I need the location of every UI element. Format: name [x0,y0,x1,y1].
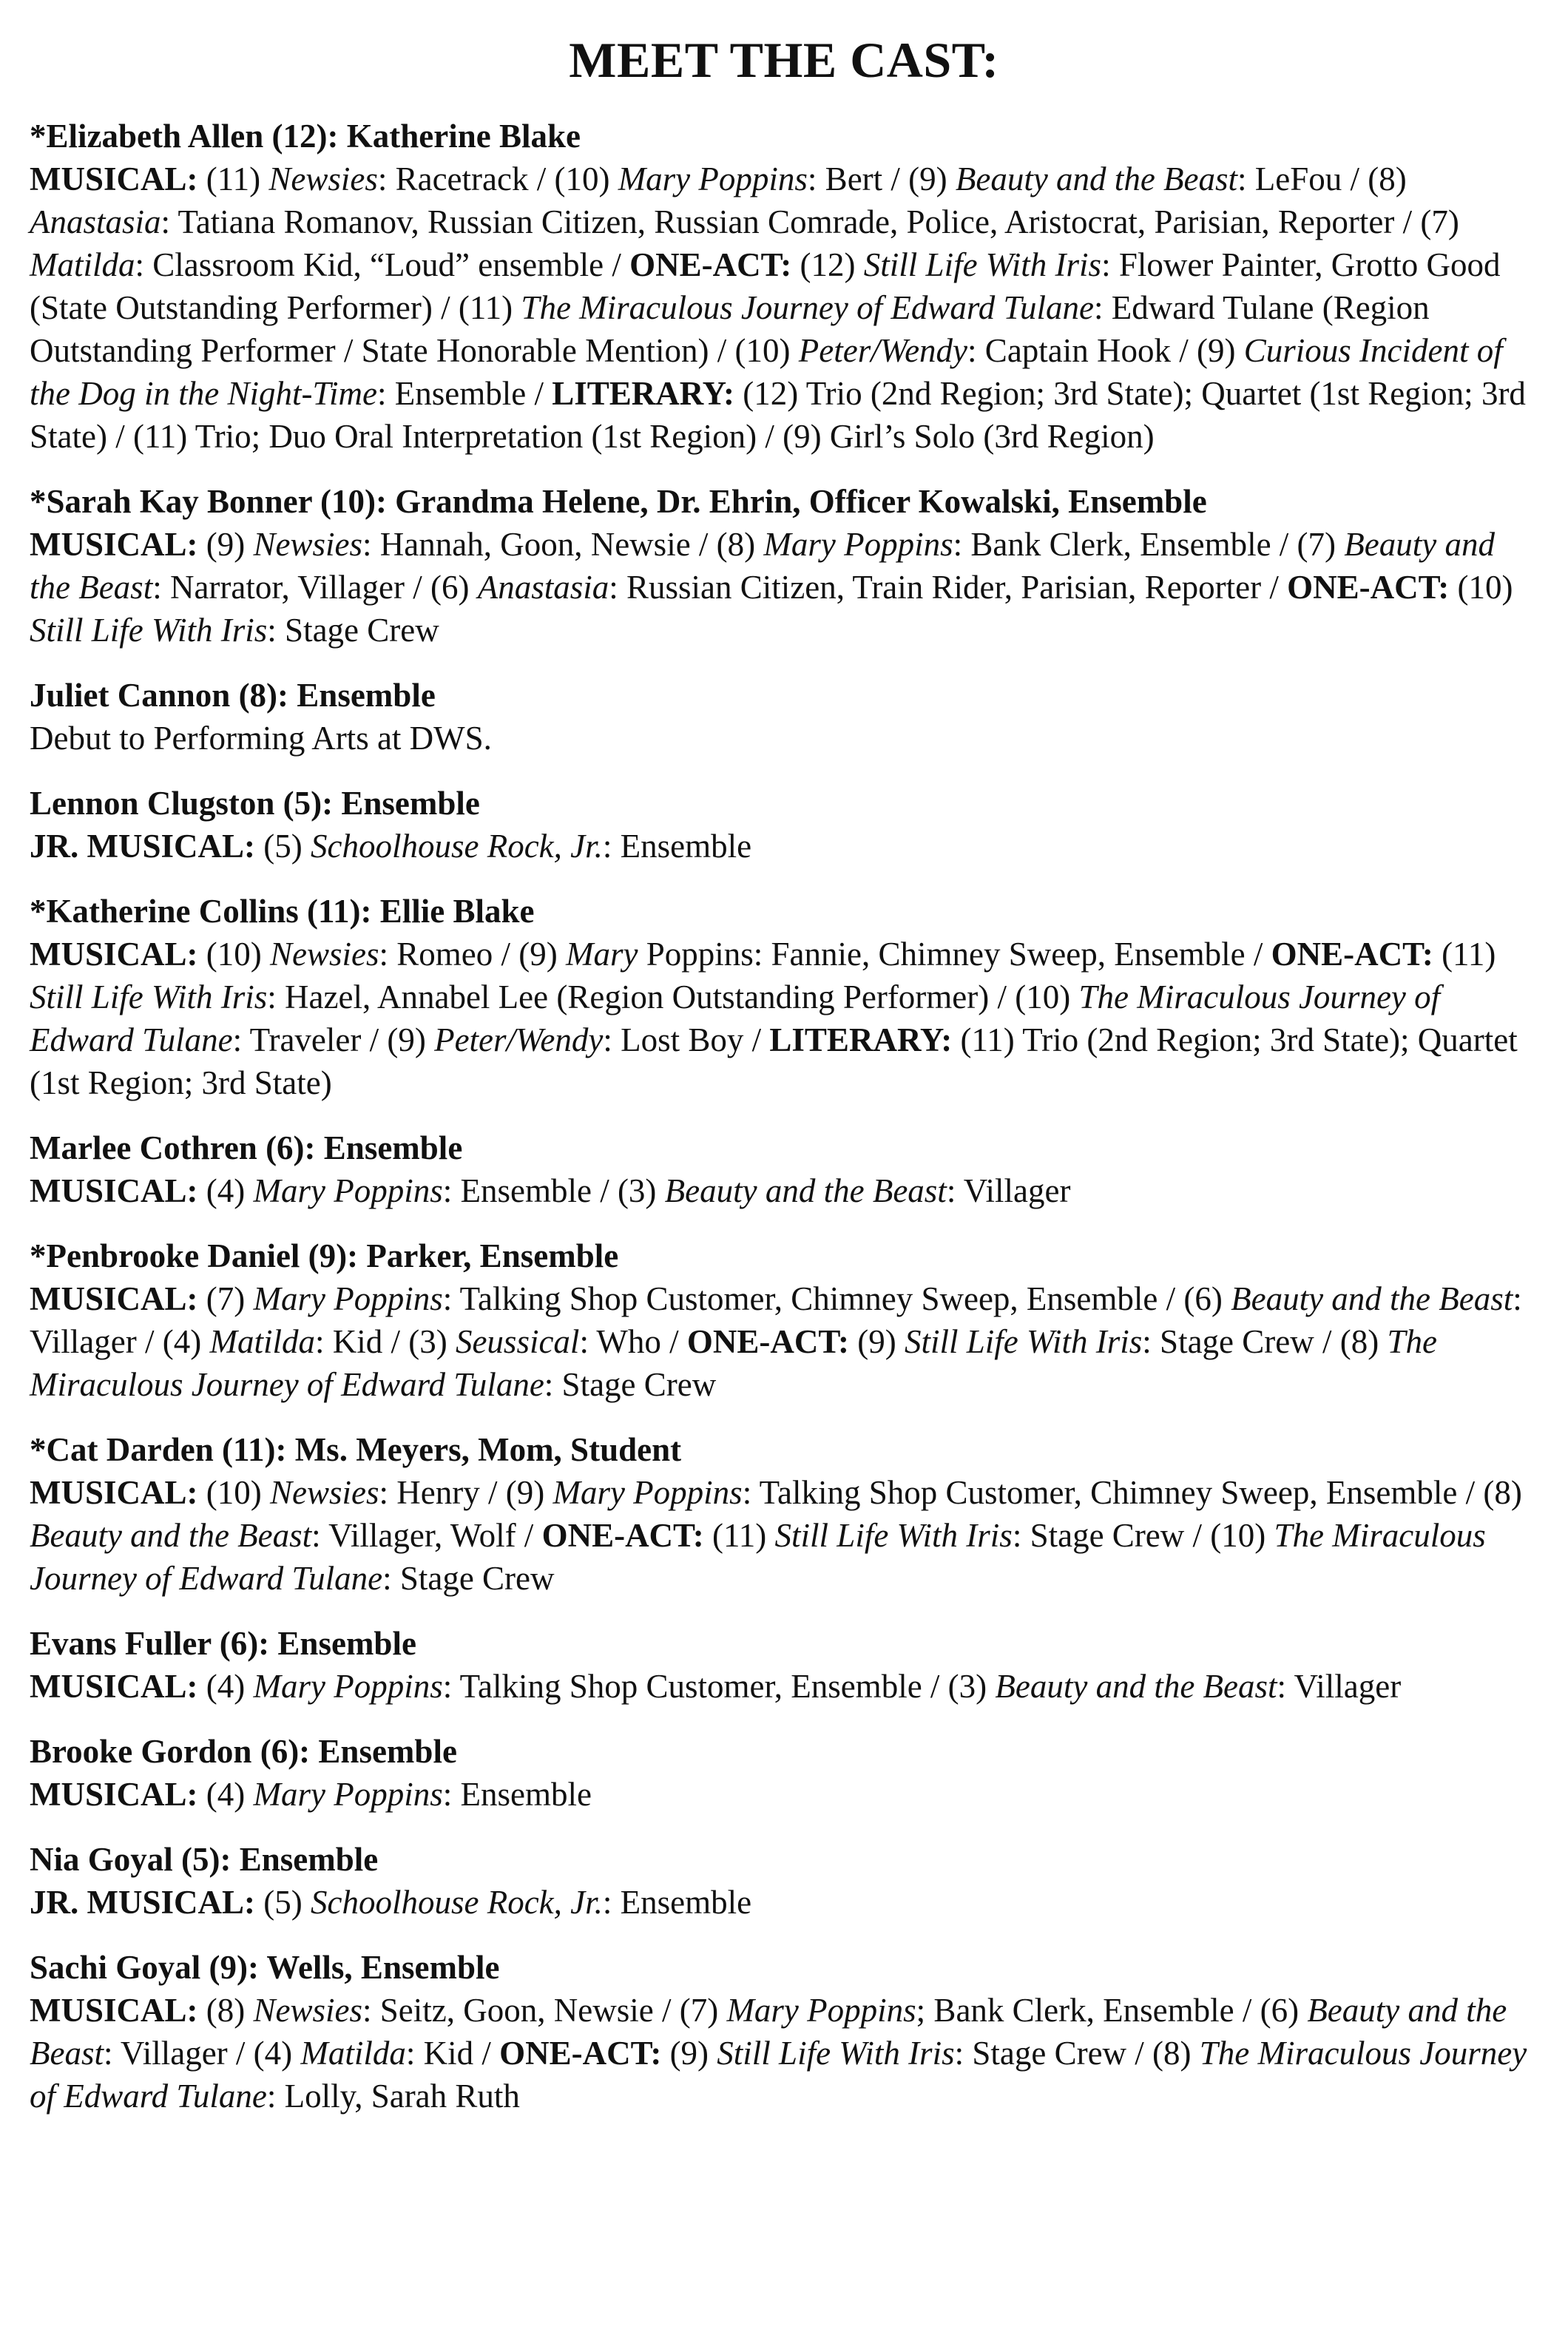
credit-text: : Ensemble [602,827,752,865]
cast-member-heading: Nia Goyal (5): Ensemble [30,1840,379,1878]
cast-list [30,115,1538,2118]
show-title: Newsies [270,935,379,973]
credit-text: (9) [849,1322,905,1360]
show-title: The Miraculous Journey of Edward Tulane [30,1516,1486,1597]
show-title: Still Life With Iris [905,1322,1143,1360]
show-title: Mary Poppins [552,1473,743,1511]
credit-text: Debut to Performing Arts at DWS. [30,719,492,757]
credit-text: (5) [255,827,311,865]
credit-category: MUSICAL: [30,935,198,973]
credit-text: : Ensemble / (3) [442,1172,665,1209]
show-title: The Miraculous Journey of Edward Tulane [521,288,1094,326]
cast-member-heading: *Cat Darden (11): Ms. Meyers, Mom, Student [30,1430,682,1468]
show-title: Newsies [253,1991,363,2029]
cast-member-credits [30,523,1538,652]
credit-text: : Romeo / (9) [379,935,566,973]
cast-entry [30,480,1538,652]
credit-text: : Traveler / (9) [232,1021,435,1058]
credit-text: (10) [1449,568,1513,606]
credit-text: : Who / [579,1322,687,1360]
cast-member-heading: *Elizabeth Allen (12): Katherine Blake [30,117,581,155]
credit-text: : Tatiana Romanov, Russian Citizen, Russian Comrade, Police, Aristocrat, Parisian, Reporter / (7) [160,203,1459,240]
credit-text: : Stage Crew [382,1559,555,1597]
credit-category: LITERARY: [552,374,735,412]
show-title: The Miraculous Journey of Edward Tulane [30,978,1441,1058]
credit-text: : Villager [1277,1667,1402,1705]
credit-category: MUSICAL: [30,160,198,197]
credit-category: ONE-ACT: [686,1322,850,1360]
credit-text: : Russian Citizen, Train Rider, Parisian, Reporter / [609,568,1288,606]
cast-member-credits [30,1277,1538,1406]
credit-text: : Stage Crew [267,611,439,649]
show-title: Anastasia [477,568,609,606]
show-title: Seussical [455,1322,580,1360]
credit-text: (4) [197,1775,254,1813]
show-title: Mary Poppins [253,1775,443,1813]
show-title: Mary [565,935,638,973]
cast-entry [30,1234,1538,1406]
cast-member-heading: Marlee Cothren (6): Ensemble [30,1129,463,1166]
cast-member-credits [30,933,1538,1104]
credit-text: : Racetrack / (10) [377,160,618,197]
credit-text: : Villager, Wolf / [311,1516,542,1554]
cast-member-credits [30,1881,1538,1924]
cast-member-heading: Juliet Cannon (8): Ensemble [30,676,436,714]
cast-entry [30,890,1538,1104]
credit-text: : Narrator, Villager / (6) [152,568,478,606]
credit-text: : Ensemble [602,1883,752,1921]
show-title: Beauty and the Beast [30,1516,312,1554]
credit-text: : Henry / (9) [379,1473,553,1511]
credit-category: MUSICAL: [30,1172,198,1209]
credit-text: : Stage Crew [544,1365,717,1403]
cast-member-heading: Brooke Gordon (6): Ensemble [30,1732,457,1770]
credit-text: (11) [703,1516,775,1554]
show-title: Newsies [268,160,378,197]
credit-text: : Classroom Kid, “Loud” ensemble / [135,246,630,283]
show-title: Newsies [270,1473,379,1511]
credit-text: (11) [197,160,269,197]
credit-text: (12) Trio (2nd Region; 3rd State); Quartet (1st Region; 3rd State) / (11) Trio; Duo Oral Interpretation (1st Region) / (9) Girl’s Solo (3rd Region) [30,374,1526,455]
show-title: Mary Poppins [253,1172,443,1209]
credit-text: : Seitz, Goon, Newsie / (7) [362,1991,727,2029]
credit-text: : Bert / (9) [807,160,956,197]
credit-text: (7) [197,1280,254,1317]
show-title: Mary Poppins [763,525,953,563]
show-title: Peter/Wendy [798,331,968,369]
credit-text: : Talking Shop Customer, Chimney Sweep, Ensemble / (8) [742,1473,1522,1511]
credit-category: MUSICAL: [30,1280,198,1317]
credit-text: (12) [791,246,864,283]
cast-member-credits [30,825,1538,868]
show-title: Mary Poppins [618,160,808,197]
cast-member-heading: Lennon Clugston (5): Ensemble [30,784,480,822]
cast-member-heading: *Katherine Collins (11): Ellie Blake [30,892,535,930]
cast-member-heading: *Sarah Kay Bonner (10): Grandma Helene, Dr. Ehrin, Officer Kowalski, Ensemble [30,482,1207,520]
credit-text: Poppins: Fannie, Chimney Sweep, Ensemble / [638,935,1271,973]
show-title: Beauty and the Beast [955,160,1238,197]
credit-category: JR. MUSICAL: [30,827,256,865]
cast-entry [30,1622,1538,1708]
credit-category: JR. MUSICAL: [30,1883,256,1921]
credit-text: (4) [197,1667,254,1705]
credit-text: : Villager [946,1172,1071,1209]
page-title: MEET THE CAST: [569,32,999,88]
credit-category: MUSICAL: [30,525,198,563]
credit-text: (9) [661,2034,717,2072]
show-title: Schoolhouse Rock, Jr. [311,827,603,865]
credit-text: : Kid / (3) [314,1322,456,1360]
credit-text: : Stage Crew / (10) [1012,1516,1274,1554]
credit-text: : Hannah, Goon, Newsie / (8) [362,525,764,563]
credit-category: ONE-ACT: [629,246,792,283]
show-title: Matilda [209,1322,315,1360]
credit-text: (9) [197,525,254,563]
credit-text: : Stage Crew / (8) [1142,1322,1388,1360]
credit-category: MUSICAL: [30,1775,198,1813]
show-title: Beauty and the Beast [664,1172,947,1209]
show-title: Still Life With Iris [717,2034,955,2072]
credit-text: : Ensemble [442,1775,592,1813]
credit-category: MUSICAL: [30,1667,198,1705]
show-title: Beauty and the Beast [995,1667,1277,1705]
show-title: Peter/Wendy [434,1021,604,1058]
cast-member-heading: Sachi Goyal (9): Wells, Ensemble [30,1948,500,1986]
show-title: Schoolhouse Rock, Jr. [311,1883,603,1921]
credit-text: : Lolly, Sarah Ruth [266,2077,520,2115]
show-title: The Miraculous Journey of Edward Tulane [30,1322,1437,1403]
credit-category: ONE-ACT: [499,2034,662,2072]
cast-entry [30,674,1538,760]
show-title: Newsies [253,525,363,563]
credit-text: : LeFou / (8) [1237,160,1407,197]
credit-text: (10) [197,1473,270,1511]
show-title: Mary Poppins [253,1667,443,1705]
show-title: Matilda [30,246,135,283]
cast-member-credits [30,158,1538,458]
credit-category: MUSICAL: [30,1991,198,2029]
cast-entry [30,782,1538,868]
cast-member-credits [30,717,1538,760]
cast-member-credits [30,1471,1538,1600]
credit-text: : Captain Hook / (9) [967,331,1244,369]
credit-text: : Stage Crew / (8) [954,2034,1200,2072]
credit-text: ; Bank Clerk, Ensemble / (6) [916,1991,1308,2029]
cast-entry [30,1428,1538,1600]
show-title: Still Life With Iris [30,611,268,649]
show-title: Beauty and the Beast [30,1991,1507,2072]
show-title: Matilda [300,2034,406,2072]
credit-text: (5) [255,1883,311,1921]
credit-category: ONE-ACT: [1271,935,1433,973]
credit-text: : Lost Boy / [603,1021,770,1058]
credit-text: : Edward Tulane (Region Outstanding Performer / State Honorable Mention) / (10) [30,288,1430,369]
show-title: The Miraculous Journey of Edward Tulane [30,2034,1527,2115]
cast-member-credits [30,1665,1538,1708]
credit-text: : Ensemble / [376,374,552,412]
credit-text: : Talking Shop Customer, Chimney Sweep, Ensemble / (6) [442,1280,1231,1317]
credit-text: (8) [197,1991,254,2029]
credit-category: ONE-ACT: [541,1516,704,1554]
credit-text: (11) [1433,935,1496,973]
cast-member-heading: *Penbrooke Daniel (9): Parker, Ensemble [30,1237,619,1274]
cast-member-credits [30,1773,1538,1816]
show-title: Curious Incident of the Dog in the Night-Time [30,331,1503,412]
credit-text: : Hazel, Annabel Lee (Region Outstanding Performer) / (10) [267,978,1079,1015]
credit-text: : Bank Clerk, Ensemble / (7) [953,525,1345,563]
cast-member-heading: Evans Fuller (6): Ensemble [30,1624,416,1662]
cast-entry [30,1730,1538,1816]
cast-member-credits [30,1169,1538,1212]
show-title: Still Life With Iris [30,978,268,1015]
credit-category: MUSICAL: [30,1473,198,1511]
cast-entry [30,1838,1538,1924]
credit-text: : Flower Painter, Grotto Good (State Outstanding Performer) / (11) [30,246,1501,326]
credit-text: : Villager / (4) [103,2034,301,2072]
credit-category: LITERARY: [769,1021,953,1058]
cast-entry [30,1946,1538,2118]
credit-text: (11) Trio (2nd Region; 3rd State); Quartet (1st Region; 3rd State) [30,1021,1518,1101]
show-title: Anastasia [30,203,161,240]
cast-member-credits [30,1989,1538,2118]
cast-entry [30,1126,1538,1212]
show-title: Mary Poppins [253,1280,443,1317]
credit-text: : Villager / (4) [30,1280,1522,1360]
credit-text: (10) [197,935,270,973]
show-title: Mary Poppins [726,1991,916,2029]
cast-entry [30,115,1538,458]
credit-text: (4) [197,1172,254,1209]
credit-text: : Talking Shop Customer, Ensemble / (3) [442,1667,996,1705]
credit-text: : Kid / [405,2034,500,2072]
show-title: Still Life With Iris [774,1516,1013,1554]
credit-category: ONE-ACT: [1287,568,1450,606]
show-title: Still Life With Iris [863,246,1102,283]
show-title: Beauty and the Beast [1231,1280,1513,1317]
show-title: Beauty and the Beast [30,525,1495,606]
